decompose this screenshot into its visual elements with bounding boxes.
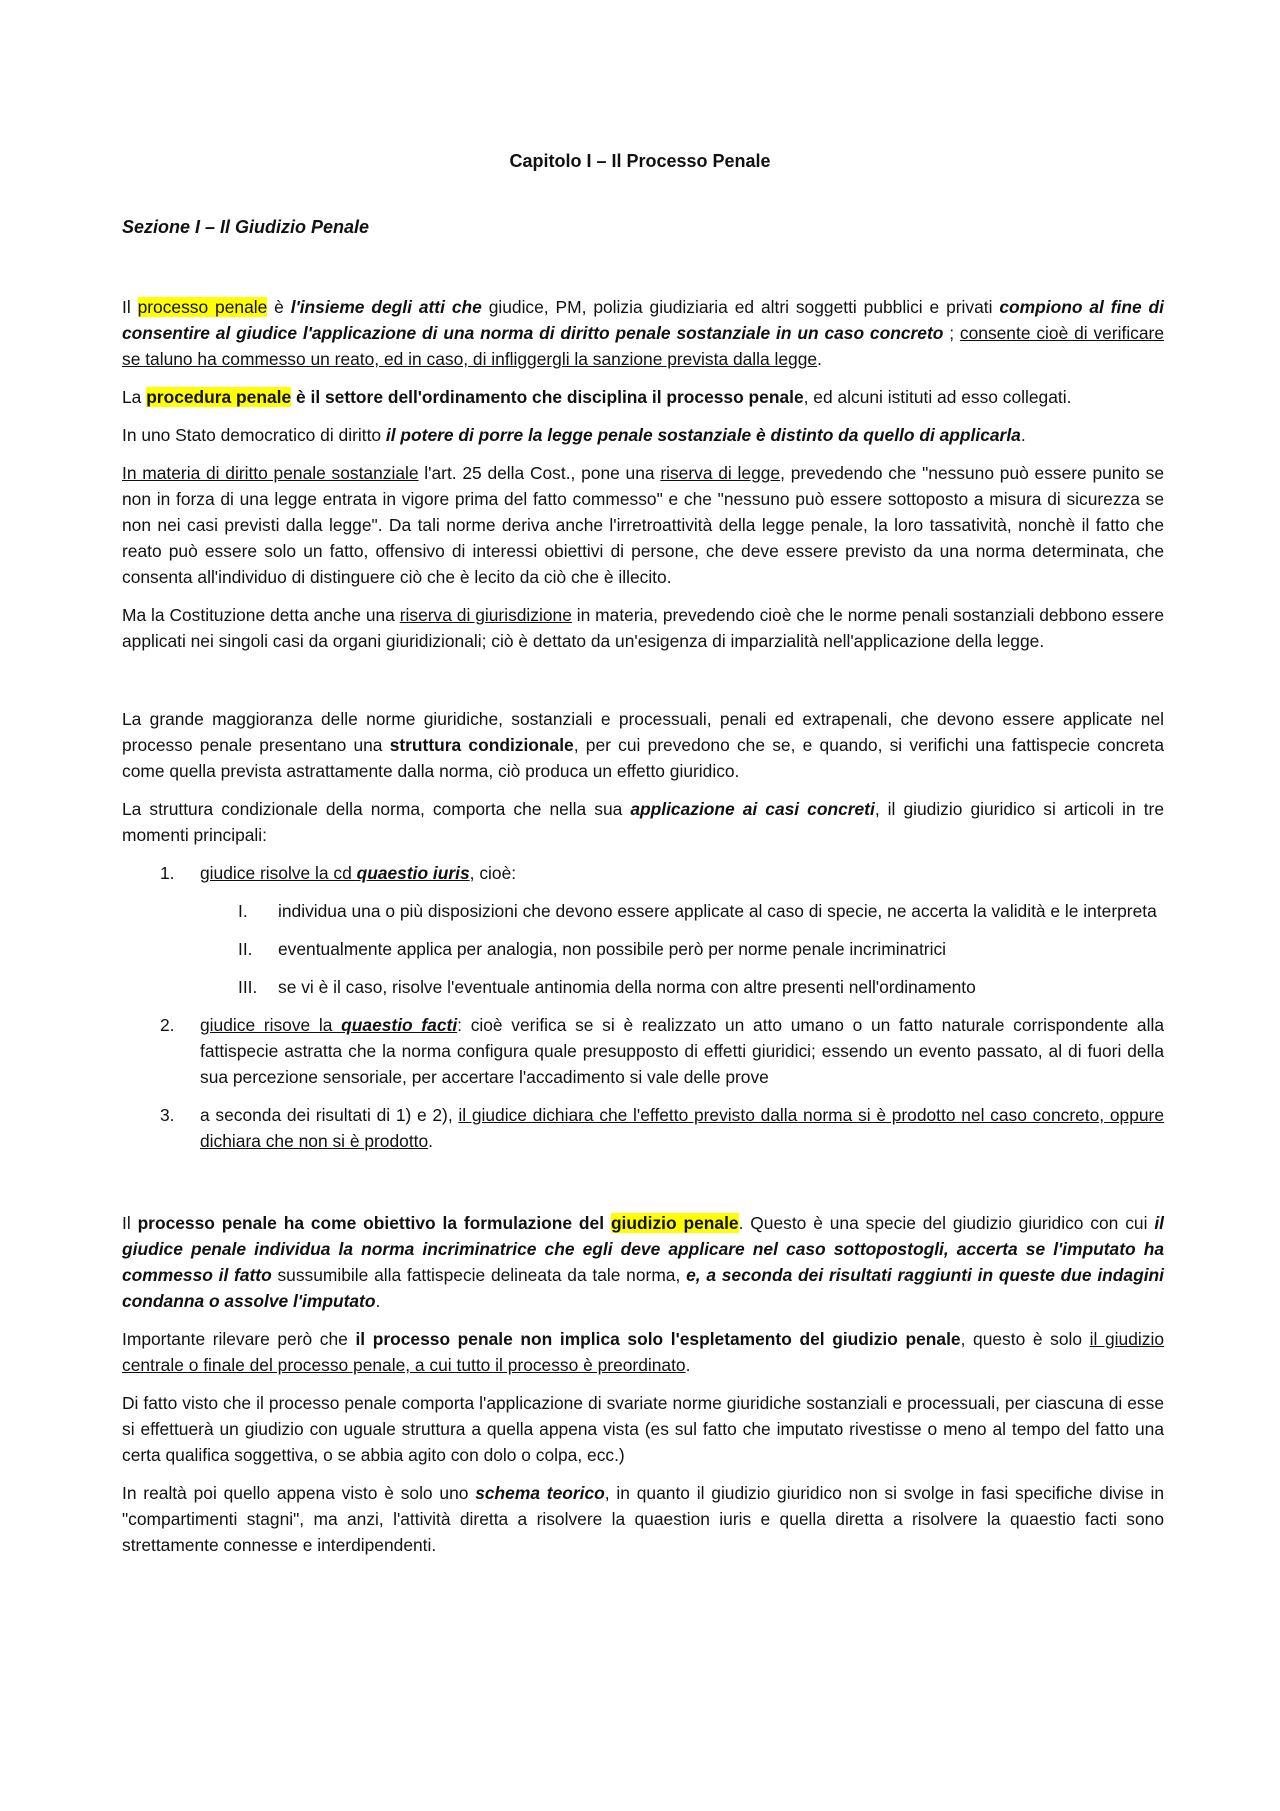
paragraph-applicazione-casi: La struttura condizionale della norma, comporta che nella sua applicazione ai casi concreti, il giudizio giuridico si articoli in tre momenti principali:: [122, 799, 1165, 845]
sub-list-item: II. eventualmente applica per analogia, non possibile però per norme penale incriminatrici: [238, 939, 947, 959]
highlight-giudizio-penale: giudizio penale: [610, 1213, 739, 1233]
paragraph-importante: Importante rilevare però che il processo penale non implica solo l'espletamento del giudizio penale, questo è solo il giudizio centrale o finale del processo penale, a cui tutto il processo è preordinato.: [122, 1329, 1164, 1375]
paragraph-processo-penale: Il processo penale è l'insieme degli atti che giudice, PM, polizia giudiziaria ed altri soggetti pubblici e privati compiono al fine di consentire al giudice l'applicazione di una norma di diritto penale sostanziale in un caso concreto ; consente cioè di verificare se taluno ha commesso un reato, ed in caso, di infliggergli la sanzione prevista dalla legge.: [122, 297, 1165, 369]
paragraph-stato-democratico: In uno Stato democratico di diritto il potere di porre la legge penale sostanziale è distinto da quello di applicarla.: [122, 425, 1026, 445]
paragraph-diritto-sostanziale: In materia di diritto penale sostanziale l'art. 25 della Cost., pone una riserva di legge, prevedendo che "nessuno può essere punito se non in forza di una legge entrata in vigore prima del fatto commesso" e che "nessuno può essere sottoposto a misura di sicurezza se non nei casi previsti dalla legge". Da tali norme deriva anche l'irretroattività della legge penale, la loro tassatività, nonchè il fatto che reato può essere solo un fatto, offensivo di interessi obiettivi di persone, che deve essere previsto da una norma determinata, che consenta all'individuo di distinguere ciò che è lecito da ciò che è illecito.: [122, 463, 1164, 587]
list-item: 3. a seconda dei risultati di 1) e 2), il giudice dichiara che l'effetto previsto dalla norma si è prodotto nel caso concreto, oppure dichiara che non si è prodotto.: [160, 1105, 1164, 1151]
spacer: [122, 666, 1164, 706]
paragraph-struttura-condizionale: La grande maggioranza delle norme giuridiche, sostanziali e processuali, penali ed extrapenali, che devono essere applicate nel processo penale presentano una struttura condizionale, per cui prevedono che se, e quando, si verifichi una fattispecie concreta come quella prevista astrattamente dalla norma, ciò produca un effetto giuridico.: [122, 709, 1164, 781]
list-item: 2. giudice risove la quaestio facti: cioè verifica se si è realizzato un atto umano o un fatto naturale corrispondente alla fattispecie astratta che la norma configura quale presupposto di effetti giuridici; essendo un evento passato, al di fuori della sua percezione sensoriale, per accertare l'accadimento si vale delle prove: [160, 1015, 1164, 1087]
sub-list-item: III. se vi è il caso, risolve l'eventuale antinomia della norma con altre presenti nell'ordinamento: [238, 977, 976, 997]
document-body: [122, 294, 1164, 1570]
paragraph-procedura-penale: La procedura penale è il settore dell'ordinamento che disciplina il processo penale, ed alcuni istituti ad esso collegati.: [122, 387, 1072, 407]
highlight-processo-penale: processo penale: [137, 297, 268, 317]
list-item: 1. giudice risolve la cd quaestio iuris, cioè: I. individua una o più disposizioni che devono essere applicate al caso di specie, ne accerta la validità e le interpreta II. eventualmente applica per analogia, non possibile però per norme penale incriminatrici III. se vi è il caso, risolve l'eventuale antinomia della norma con altre presenti nell'ordinamento: [122, 860, 1164, 1000]
paragraph-schema-teorico: In realtà poi quello appena visto è solo uno schema teorico, in quanto il giudizio giuridico non si svolge in fasi specifiche divise in "compartimenti stagni", ma anzi, l'attività diretta a risolvere la quaestion iuris e quella diretta a risolvere la quaestio facti sono strettamente connesse e interdipendenti.: [122, 1483, 1164, 1555]
paragraph-riserva-giurisdizione: Ma la Costituzione detta anche una riserva di giurisdizione in materia, prevedendo cioè che le norme penali sostanziali debbono essere applicati nei singoli casi da organi giuridizionali; ciò è dettato da un'esigenza di imparzialità nell'applicazione della legge.: [122, 605, 1165, 651]
spacer: [122, 1166, 1164, 1210]
sub-list: [200, 898, 1164, 1000]
highlight-procedura-penale: procedura penale: [146, 387, 292, 407]
section-heading: Sezione I – Il Giudizio Penale: [122, 217, 370, 237]
page-title: Capitolo I – Il Processo Penale: [509, 151, 771, 171]
sub-list-item: I. individua una o più disposizioni che devono essere applicate al caso di specie, ne accerta la validità e le interpreta: [238, 901, 1157, 921]
paragraph-di-fatto: Di fatto visto che il processo penale comporta l'applicazione di svariate norme giuridiche sostanziali e processuali, per ciascuna di esse si effettuerà un giudizio con uguale struttura a quella appena vista (es sul fatto che imputato rivestisse o meno al tempo del fatto una certa qualifica soggettiva, o se abbia agito con dolo o colpa, ecc.): [122, 1393, 1164, 1465]
paragraph-giudizio-penale: Il processo penale ha come obiettivo la formulazione del giudizio penale. Questo è una specie del giudizio giuridico con cui il giudice penale individua la norma incriminatrice che egli deve applicare nel caso sottopostogli, accerta se l'imputato ha commesso il fatto sussumibile alla fattispecie delineata da tale norma, e, a seconda dei risultati raggiunti in queste due indagini condanna o assolve l'imputato.: [122, 1213, 1164, 1311]
momenti-list: [122, 860, 1164, 1154]
